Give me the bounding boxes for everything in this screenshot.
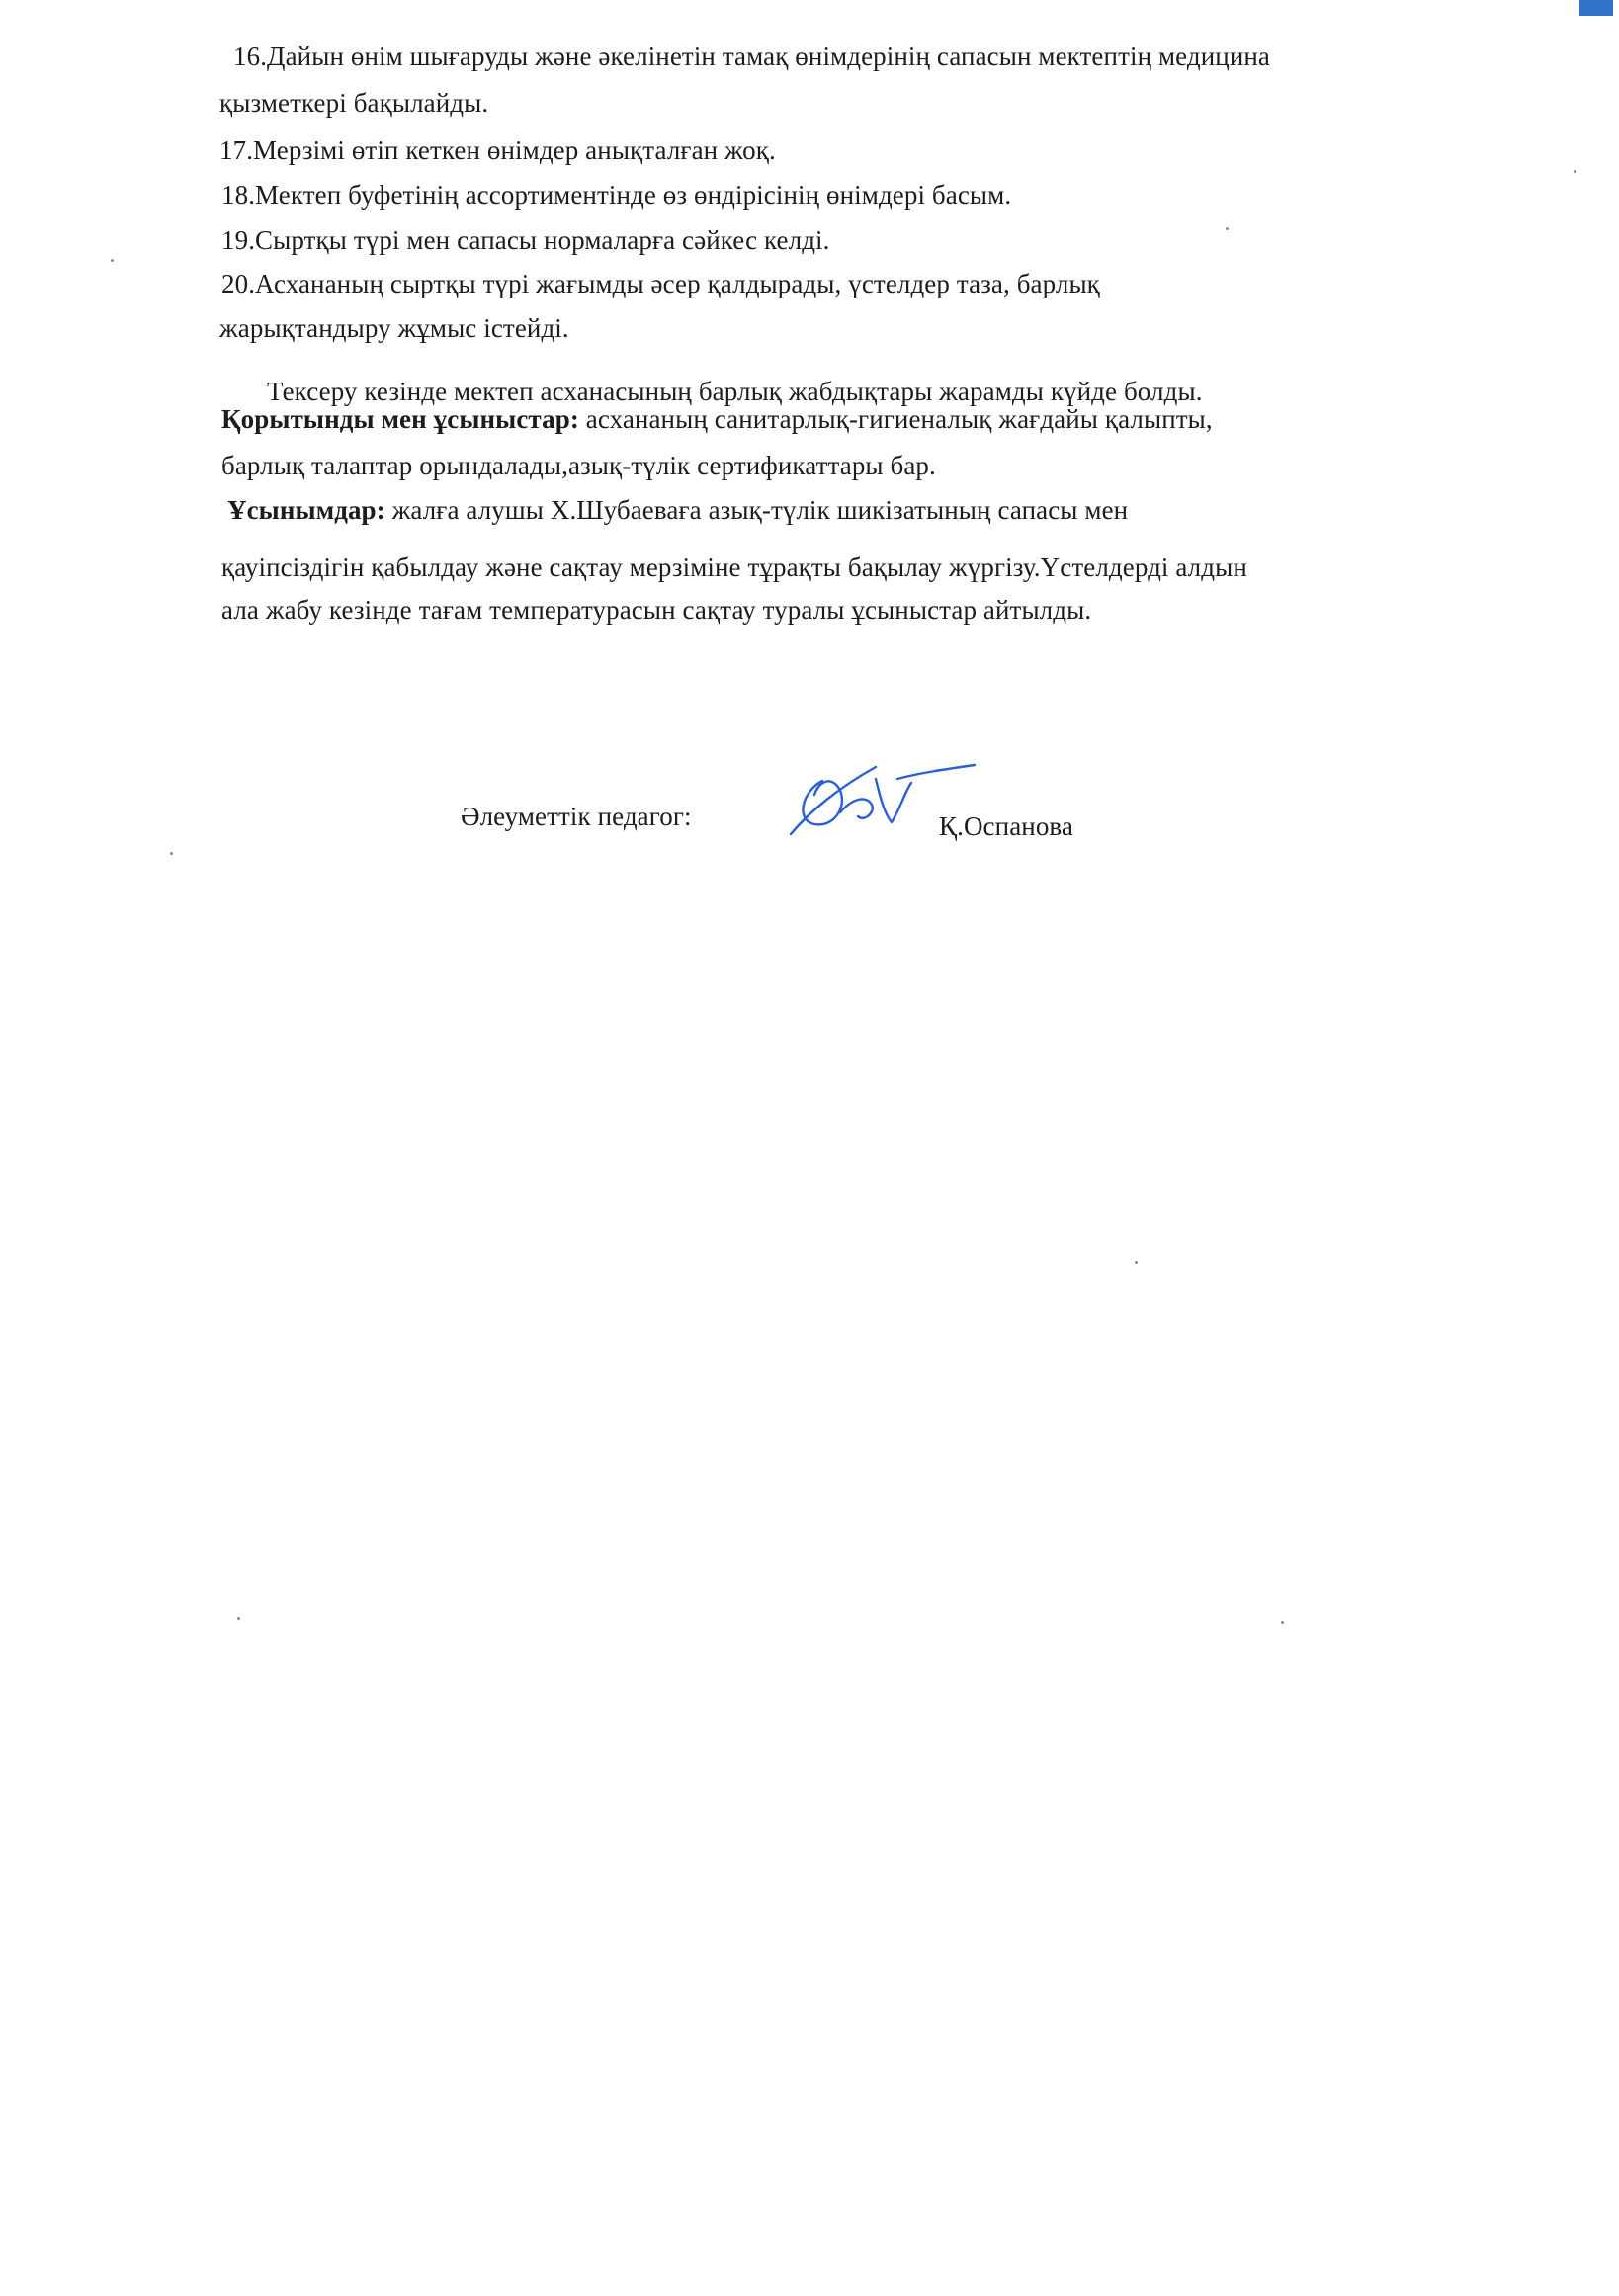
scan-speck bbox=[111, 259, 114, 262]
conclusions-label: Қорытынды мен ұсыныстар: bbox=[221, 404, 579, 434]
recommendations-label: Ұсынымдар: bbox=[227, 495, 385, 525]
item-20-line-1: 20.Асхананың сыртқы түрі жағымды әсер қалдырады, үстелдер таза, барлық bbox=[221, 269, 1100, 298]
item-20-line-2: жарықтандыру жұмыс істейді. bbox=[219, 313, 569, 343]
signature-name: Қ.Оспанова bbox=[939, 811, 1073, 841]
scan-speck bbox=[170, 852, 173, 855]
scan-speck bbox=[1574, 170, 1576, 173]
inspection-note: Тексеру кезінде мектеп асханасының барлық жабдықтары жарамды күйде болды. bbox=[267, 377, 1203, 406]
item-16-line-1: 16.Дайын өнім шығаруды және әкелінетін тамақ өнімдерінің сапасын мектептің медицина bbox=[233, 42, 1270, 71]
scan-speck bbox=[1281, 1621, 1284, 1624]
scan-edge-mark bbox=[1579, 0, 1613, 16]
item-19: 19.Сыртқы түрі мен сапасы нормаларға сәйкес келді. bbox=[221, 225, 830, 255]
signature-position: Әлеуметтік педагог: bbox=[461, 802, 692, 831]
conclusions-line-1 bbox=[221, 403, 1213, 435]
recommendations-line-2: қауіпсіздігін қабылдау және сақтау мерзіміне тұрақты бақылау жүргізу.Үстелдерді алдын bbox=[221, 553, 1247, 582]
scan-speck bbox=[1226, 227, 1229, 230]
scan-speck bbox=[237, 1617, 240, 1620]
item-16-line-2: қызметкері бақылайды. bbox=[219, 88, 489, 118]
item-17: 17.Мерзімі өтіп кеткен өнімдер анықталған жоқ. bbox=[219, 135, 776, 165]
conclusions-text: асхананың санитарлық-гигиеналық жағдайы қалыпты, bbox=[578, 404, 1213, 434]
scan-speck bbox=[1135, 1261, 1138, 1264]
item-18: 18.Мектеп буфетінің ассортиментінде өз өндірісінің өнімдері басым. bbox=[221, 180, 1012, 210]
recommendations-line-3: ала жабу кезінде тағам температурасын сақтау туралы ұсыныстар айтылды. bbox=[221, 595, 1092, 625]
recommendations-text: жалға алушы Х.Шубаеваға азық-түлік шикізатының сапасы мен bbox=[384, 495, 1129, 525]
recommendations-line-1 bbox=[227, 494, 1128, 526]
conclusions-line-2: барлық талаптар орындалады,азық-түлік сертификаттары бар. bbox=[221, 451, 936, 480]
